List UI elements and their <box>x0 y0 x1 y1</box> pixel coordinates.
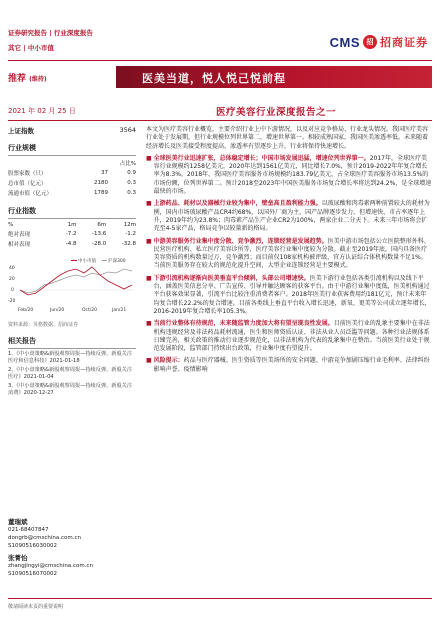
analyst-email[interactable]: dongrb@cmschina.com.cn <box>8 535 81 541</box>
bullet-paragraph: ■ 全球医美行业迅速扩张，总体稳定增长；中国市场发展迅猛，增速位列世界第一。2017年，全球医疗美容行业规模约1258亿美元，2020年达到1561亿美元，同比增长7.0%，预计2019-2022年年复合增长率为8.3%。2018年，我国医疗美容服务市场规模约183.79亿美元，占全球医疗美容服务市场13.5%的市场份额，位列世界第二。预计2018至2023年中国医美服务市场复合增长率将达到24.2%，是全球增速最快的市场。 <box>146 154 432 196</box>
index-row: 上证指数 3564 <box>8 126 136 135</box>
bullet-icon: ■ <box>146 200 152 208</box>
bullet-icon: ■ <box>146 357 152 365</box>
table-row: 绝对表现 -7.2 -13.6 -1.2 <box>8 231 136 238</box>
bullet-icon: ■ <box>146 154 152 162</box>
bullet-icon: ■ <box>146 274 152 282</box>
bullet-icon: ■ <box>146 237 152 245</box>
legend-series-2: 沪深300 <box>108 259 126 264</box>
perf-table: % 1m 6m 12m 绝对表现 -7.2 -13.6 -1.2 相对表现 -4.8 -28.0 -32.8 <box>8 222 136 248</box>
table-row: 股票家数（只） 37 0.9 <box>8 170 136 177</box>
related-report[interactable]: 3、《中小盘策略&新股观察周报—持续反弹，新股关注消费》2020-12-27 <box>8 383 133 396</box>
bullet-paragraph: ■ 当前行业整体有待规范，未来随监管力度加大将有望呈现良性发展。目前医美行业的乱象主要集中在非法机构违规经营及非法药品耗材流通，医生和医师资质认证、非法从业人员泛滥等问题。各种行业法规体系日臻完善，相关政策的推动行业逐步规范化，以非法机构为代表的乱象集中在整治。当前医美行业处于规范发展阶段，监管部门持续出台政策，行业集中度有望提升。 <box>146 320 430 353</box>
bullet-paragraph: ■ 中游美容服务行业集中度分散、竞争激烈，连锁经营是发展趋势。医美中游市场包括公立医院整形外科、民营医疗机构、私立医疗美容诊所等，医疗美容行业集中度较为分散。截止至2019年底，国内具备医疗美容资质的机构数量过万，竞争激烈；而目前仅108家机构被评级，官方认证综合体机构数量不足1%。当前医美服务存在较大的规范化提升空间，大型企业连锁经营是主要模式。 <box>146 237 430 270</box>
title-banner <box>0 66 440 88</box>
series-line-hs300 <box>20 269 132 293</box>
ytick: -20 <box>8 299 16 304</box>
risk-paragraph: ■ 风险提示：药品与医疗器械、医生资质等医美场所的安全问题、中游竞争加剧压缩行业毛利率、法律纠纷影响声誉、疫情影响 <box>146 357 430 373</box>
footer-divider <box>8 598 432 599</box>
ytick: 40 <box>9 266 15 271</box>
analyst-email[interactable]: zhangjingyi@cmschina.com.cn <box>8 563 93 569</box>
related-report[interactable]: 2、《中小盘策略&新股观察周报—持续反弹，新股关注医疗》2021-01-04 <box>8 367 133 380</box>
analyst-name: 张菁怡 <box>8 554 28 562</box>
report-category: 证券研究报告 | 行业深度报告 <box>8 29 93 37</box>
analyst-cert: S1090516030002 <box>8 543 57 549</box>
scale-table: 占比% 股票家数（只） 37 0.9 总市值（亿元） 2180 0.3 流通市值（亿元） 1789 0.3 <box>8 161 136 197</box>
report-date: 2021 年 02 月 25 日 <box>8 107 76 115</box>
analyst-name: 董瑞斌 <box>8 518 28 526</box>
bullet-icon: ■ <box>146 320 152 328</box>
logo-cn: 招商证券 <box>380 36 428 49</box>
ytick: 0 <box>11 288 14 293</box>
rating: 推荐 (维持) <box>8 74 47 84</box>
perf-title: 行业指数 <box>8 206 136 219</box>
subtitle-divider <box>8 120 432 121</box>
xtick: Jun/20 <box>50 308 65 313</box>
analyst-tel: 021-68407847 <box>8 527 49 533</box>
bullet-paragraph: ■ 上游药品、耗材以及器械行业较为集中，壁垒高且盈利能力强。以玻尿酸和肉毒素两种前置较大的耗材为例，国内市场玻尿酸产品CR4约68%，以国外厂商为主，国产品牌逐步发力，但增速快，市占率逐年上升，2019年约为23.8%；肉毒素产品生产企业CR2为100%，两家企业二分天下。未来三年市场将会扩充至4-5家产品，格局竞争以较量新的格局。 <box>146 200 430 233</box>
intro-paragraph: 本文为医疗美容行业概览，主要介绍行业上中下游情况，以及对应竞争格局、行业龙头情况。我国医疗美容行业处于发展期，但行业规模位列世界第二，增速世界第一。相较成熟国家，我国医美渗透率低。未来随着经济增长及医美接受程度提高，渗透率有望逐步上升，行业将保持快速增长。 <box>146 126 429 150</box>
report-sector: 其它 | 中小市值 <box>8 44 54 52</box>
analyst-cert: S1090516070002 <box>8 571 57 577</box>
footer-note: 敬请阅读末页的重要说明 <box>8 604 64 610</box>
sidebar <box>8 126 136 397</box>
title-bar <box>116 66 432 88</box>
xtick: Oct/20 <box>82 308 98 313</box>
table-row: 流通市值（亿元） 1789 0.3 <box>8 190 136 197</box>
related-report[interactable]: 1、《中小盘策略&新股观察周报—持续反弹，新股关注医疗和信息科技》2021-01-18 <box>8 351 133 364</box>
header-divider <box>8 60 432 61</box>
logo-mark-icon: 招 <box>363 35 377 49</box>
index-chart <box>8 255 136 315</box>
logo-text: CMS <box>329 34 360 50</box>
scale-title: 行业规模 <box>8 143 136 156</box>
legend-series-1: 中小市值 <box>78 259 96 264</box>
ytick: 20 <box>9 277 15 282</box>
main-body <box>146 126 432 378</box>
chart-source: 资料来源：贝格数据、招商证券 <box>8 322 79 328</box>
xtick: Feb/20 <box>18 308 34 313</box>
related-title: 相关报告 <box>8 336 136 349</box>
bullet-paragraph: ■ 下游引流机构逐渐向医美垂直平台倾斜，头部公司增速快。医美下游行业包括各类引流机构以及线下平台，涵盖医美信息分享、广告宣传、引导并触达顾客的获客平台。由于中游行业集中度低，医美机构通过平台获客效果显著，引流平台比较注重消费者客户。2018年医美行业获客费用约181亿元，预计未来年均复合增长22.2%的复合增速。目前各类线上垂直平台收入增长迅速，新氧、更美等公司成立逐年增长，2016-2019年复合增长率105.3%。 <box>146 274 431 315</box>
analyst-info <box>8 518 136 578</box>
report-title: 医美当道，悦人悦己悦前程 <box>142 72 286 85</box>
xtick: Jan/21 <box>112 308 127 313</box>
table-row: 总市值（亿元） 2180 0.3 <box>8 180 136 187</box>
report-subtitle: 医疗美容行业深度报告之一 <box>216 107 337 118</box>
table-row: 相对表现 -4.8 -28.0 -32.8 <box>8 241 136 248</box>
cms-logo <box>330 34 428 50</box>
report-header <box>0 0 440 62</box>
